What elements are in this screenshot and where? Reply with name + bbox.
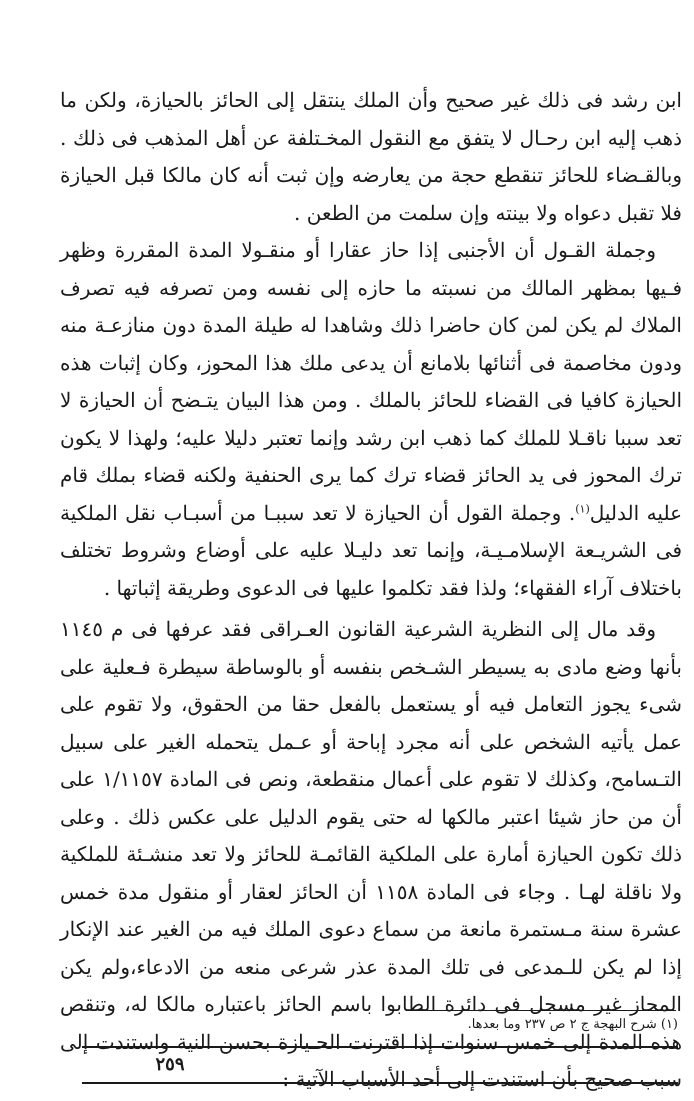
page-number: ٢٥٩ bbox=[155, 1054, 185, 1075]
main-text bbox=[60, 82, 682, 1099]
paragraph-1: ابن رشد فى ذلك غير صحيح وأن الملك ينتقل إلى الحائز بالحيازة، ولكن ما ذهب إليه ابن رحـال لا يتفق مع النقول المخـتلفة عن أهل المذهب فى ذلك . وبالقـضاء للحائز تنقطع حجة من يعارضه وإن ثبت أنه كان مالكا قبل الحيازة فلا تقبل دعواه ولا بينته وإن سلمت من الطعن . bbox=[60, 88, 682, 225]
paragraph-3: وقد مال إلى النظرية الشرعية القانون العـراقى فقد عرفها فى م ١١٤٥ بأنها وضع مادى به يسيطر الشـخص بنفسه أو بالوساطة سيطرة فـعلية على شىء يجوز التعامل فيه أو يستعمل بالفعل حقا من الحقوق، ولا تقوم على عمل يأتيه الشخص على أنه مجرد إباحة أو عـمل يتحمله الغير على سبيل التـسامح، وكذلك لا تقوم على أعمال منقطعة، ونص فى المادة ١/١١٥٧ على أن من حاز شيئا اعتبر مالكها له حتى يقوم الدليل على عكس ذلك . وعلى ذلك تكون الحيازة أمارة على الملكية القائمـة للحائز ولا تعد منشـئة للملكية ولا ناقلة لهـا . وجاء فى المادة ١١٥٨ أن الحائز لعقار أو منقول مدة خمس عشرة سنة مـستمرة مانعة من سماع دعوى الملك فيه من الغير عند الإنكار إذا لم يكن للـمدعى فى تلك المدة عذر شرعى منعه من الادعاء،ولم يكن المحاز غير مسجل فى دائرة الطابوا باسم الحائز باعتباره مالكا له، وتنقص هذه المدة إلى خمس سنوات إذا اقترنت الحـيازة بحسن النية واستندت إلى سبب صحيح بأن استندت إلى أحد الأسباب الآتية : bbox=[60, 617, 683, 1091]
paragraph-2-continuation: . وجملة القول أن الحيازة لا تعد سببـا من أسبـاب نقل الملكية فى الشريـعة الإسلامـيـة، وإنما تعد دليـلا عليه على أوضاع وشروط تختلف باختلاف آراء الفقهاء؛ ولذا فقد تكلموا عليها فى الدعوى وطريقة إثباتها . bbox=[60, 500, 683, 600]
footer-rule-bottom bbox=[82, 1082, 678, 1084]
paragraph-2-text: وجملة القـول أن الأجنبى إذا حاز عقارا أو منقـولا المدة المقررة وظهر فـيها بمظهر المالك من نسبته ما حازه إلى نفسه ومن تصرفه فيه تصرف الملاك لم يكن لمن كان حاضرا ذلك وشاهدا له طيلة المدة دون منازعـة منه ودون مخاصمة فى أثنائها بلامانع أن يدعى ملك هذا المحوز، وكان إثبات هذه الحيازة كافيا فى القضاء للحائز بالملك . ومن هذا البيان يتـضح أن الحيازة لا تعد سببا ناقـلا للملك كما ذهب ابن رشد وإنما تعتبر دليلا عليه؛ ولهذا لا يكون ترك المحوز فى يد الحائز قضاء ترك كما يرى الحنفية ولكنه قضاء بملك قام عليه الدليل bbox=[60, 238, 682, 525]
footer-rule-top bbox=[82, 1046, 678, 1048]
footnote: (١) شرح البهجة ج ٢ ص ٢٣٧ وما بعدها. bbox=[467, 1017, 678, 1032]
paragraph-2 bbox=[60, 232, 682, 607]
footnote-reference[interactable]: (١) bbox=[575, 501, 590, 515]
footnote-separator bbox=[406, 1010, 676, 1011]
